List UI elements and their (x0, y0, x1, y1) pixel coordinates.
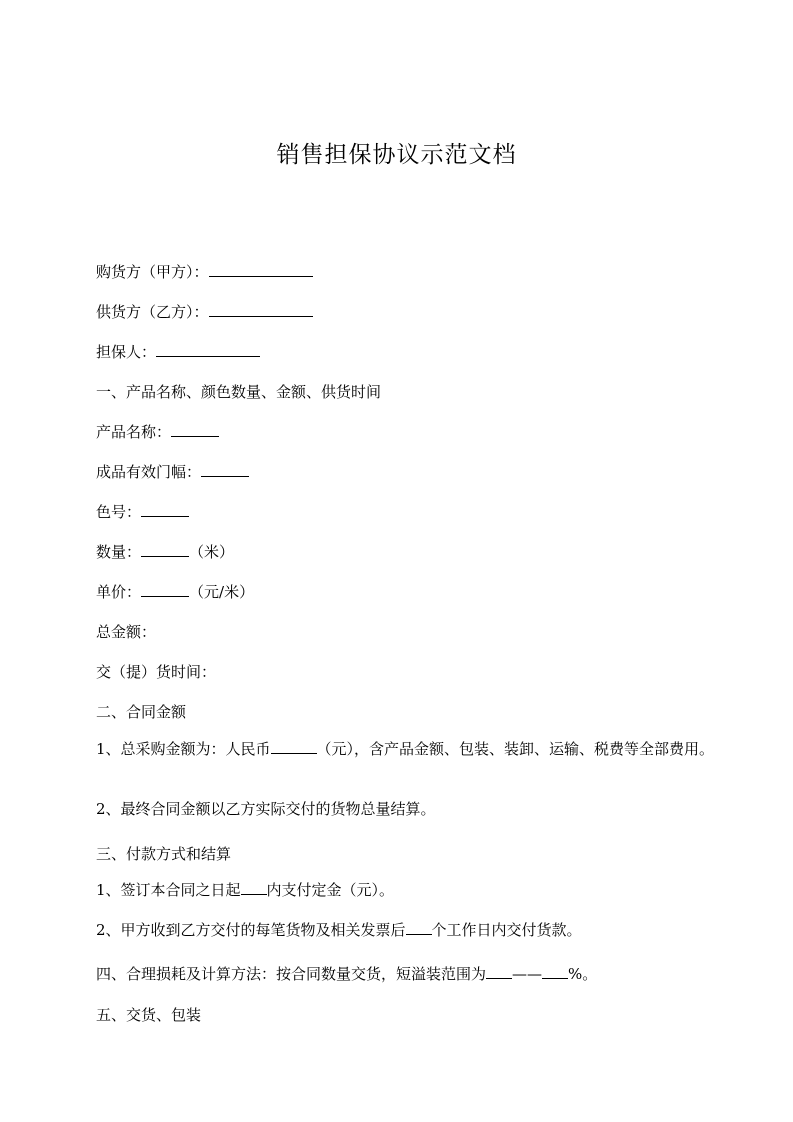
quantity-line (96, 541, 716, 563)
price-label: 单价： (96, 583, 142, 601)
payment-prefix: 2、甲方收到乙方交付的每笔货物及相关发票后 (96, 921, 406, 939)
payment-suffix: 个工作日内交付货款。 (431, 921, 582, 939)
loss-percent: %。 (568, 965, 598, 983)
quantity-blank (141, 541, 189, 557)
seller-label: 供货方（乙方）： (96, 303, 209, 321)
quantity-label: 数量： (96, 543, 142, 561)
loss-dash: —— (512, 965, 543, 983)
width-line (96, 461, 716, 483)
delivery-time-line: 交（提）货时间： (96, 663, 217, 681)
price-unit: （元/米） (189, 583, 255, 601)
buyer-line (96, 261, 716, 283)
buyer-blank (209, 261, 313, 277)
deposit-days-blank (241, 879, 267, 895)
width-blank (201, 461, 249, 477)
total-line: 总金额： (96, 623, 157, 641)
section5-heading: 五、交货、包装 (96, 1006, 202, 1024)
buyer-label: 购货方（甲方）： (96, 263, 209, 281)
section4-line (96, 963, 716, 985)
color-blank (141, 501, 189, 517)
product-name-line (96, 421, 716, 443)
guarantor-blank (156, 341, 260, 357)
section2-item1 (96, 737, 716, 761)
loss-max-blank (542, 963, 568, 979)
product-name-label: 产品名称： (96, 423, 172, 441)
section3-heading: 三、付款方式和结算 (96, 845, 232, 863)
quantity-unit: （米） (189, 543, 235, 561)
loss-text: 四、合理损耗及计算方法：按合同数量交货，短溢装范围为 (96, 965, 487, 983)
section2-item2: 2、最终合同金额以乙方实际交付的货物总量结算。 (96, 800, 436, 818)
payment-days-blank (406, 919, 432, 935)
total-amount-suffix: （元），含产品金额、包装、装卸、运输、税费等全部费用。 (316, 740, 715, 758)
product-name-blank (171, 421, 219, 437)
section3-item2 (96, 919, 716, 941)
color-label: 色号： (96, 503, 142, 521)
price-blank (141, 581, 189, 597)
deposit-prefix: 1、签订本合同之日起 (96, 881, 241, 899)
section2-heading: 二、合同金额 (96, 703, 187, 721)
document-title: 销售担保协议示范文档 (276, 142, 517, 168)
loss-min-blank (486, 963, 512, 979)
price-line (96, 581, 716, 603)
seller-blank (209, 301, 313, 317)
width-label: 成品有效门幅： (96, 463, 202, 481)
section3-item1 (96, 879, 716, 901)
total-amount-blank (271, 738, 317, 754)
deposit-suffix: 内支付定金（元）。 (266, 881, 395, 899)
guarantor-label: 担保人： (96, 343, 157, 361)
total-amount-prefix: 1、总采购金额为：人民币 (96, 740, 271, 758)
color-line (96, 501, 716, 523)
section1-heading: 一、产品名称、颜色数量、金额、供货时间 (96, 383, 382, 401)
guarantor-line (96, 341, 716, 363)
seller-line (96, 301, 716, 323)
